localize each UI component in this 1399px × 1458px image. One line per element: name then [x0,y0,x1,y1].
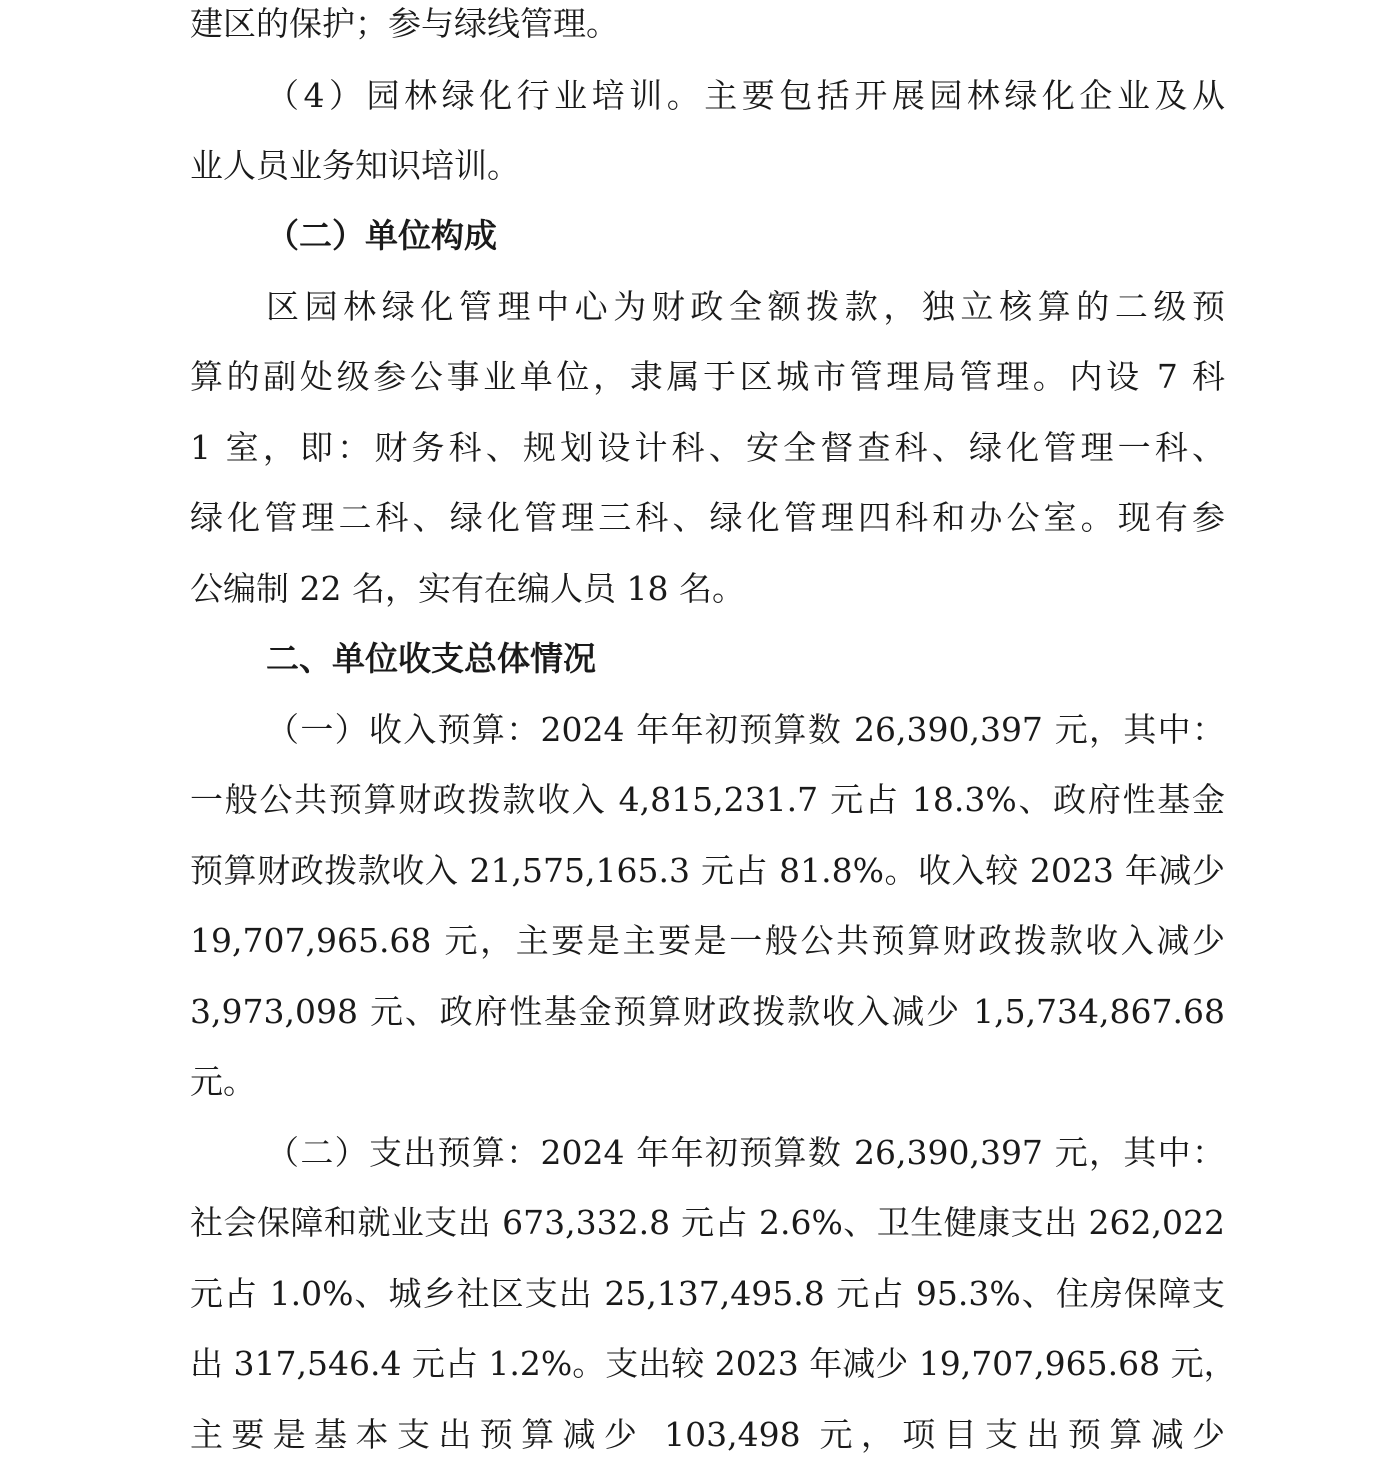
text-line-3: 业人员业务知识培训。 [190,146,520,185]
expense-budget-line-2: 社会保障和就业支出 673,332.8 元占 2.6%、卫生健康支出 262,022 [190,1203,1225,1242]
income-budget-line-5: 3,973,098 元、政府性基金预算财政拨款收入减少 1,5,734,867.68 [190,992,1225,1031]
section-heading-budget-overview: 二、单位收支总体情况 [266,639,596,678]
income-budget-line-1: （一）收入预算：2024 年年初预算数 26,390,397 元，其中： [266,710,1225,749]
text-line-5: 区园林绿化管理中心为财政全额拨款，独立核算的二级预 [266,287,1225,326]
text-line-9: 公编制 22 名，实有在编人员 18 名。 [190,569,745,608]
expense-budget-line-5: 主要是基本支出预算减少 103,498 元，项目支出预算减少 [190,1415,1225,1454]
expense-budget-line-3: 元占 1.0%、城乡社区支出 25,137,495.8 元占 95.3%、住房保障支 [190,1274,1225,1313]
text-line-1: 建区的保护；参与绿线管理。 [190,4,619,43]
income-budget-line-4: 19,707,965.68 元，主要是主要是一般公共预算财政拨款收入减少 [190,921,1225,960]
expense-budget-line-4: 出 317,546.4 元占 1.2%。支出较 2023 年减少 19,707,965.68 元， [190,1344,1237,1383]
text-line-8: 绿化管理二科、绿化管理三科、绿化管理四科和办公室。现有参 [190,498,1225,537]
text-line-6: 算的副处级参公事业单位，隶属于区城市管理局管理。内设 7 科 [190,357,1225,396]
income-budget-line-6: 元。 [190,1062,256,1101]
text-line-7: 1 室，即：财务科、规划设计科、安全督查科、绿化管理一科、 [190,428,1225,467]
section-heading-unit-composition: （二）单位构成 [266,216,497,255]
text-line-2: （4）园林绿化行业培训。主要包括开展园林绿化企业及从 [266,76,1225,115]
expense-budget-line-1: （二）支出预算：2024 年年初预算数 26,390,397 元，其中： [266,1133,1225,1172]
income-budget-line-2: 一般公共预算财政拨款收入 4,815,231.7 元占 18.3%、政府性基金 [190,780,1225,819]
income-budget-line-3: 预算财政拨款收入 21,575,165.3 元占 81.8%。收入较 2023 年减少 [190,851,1225,890]
